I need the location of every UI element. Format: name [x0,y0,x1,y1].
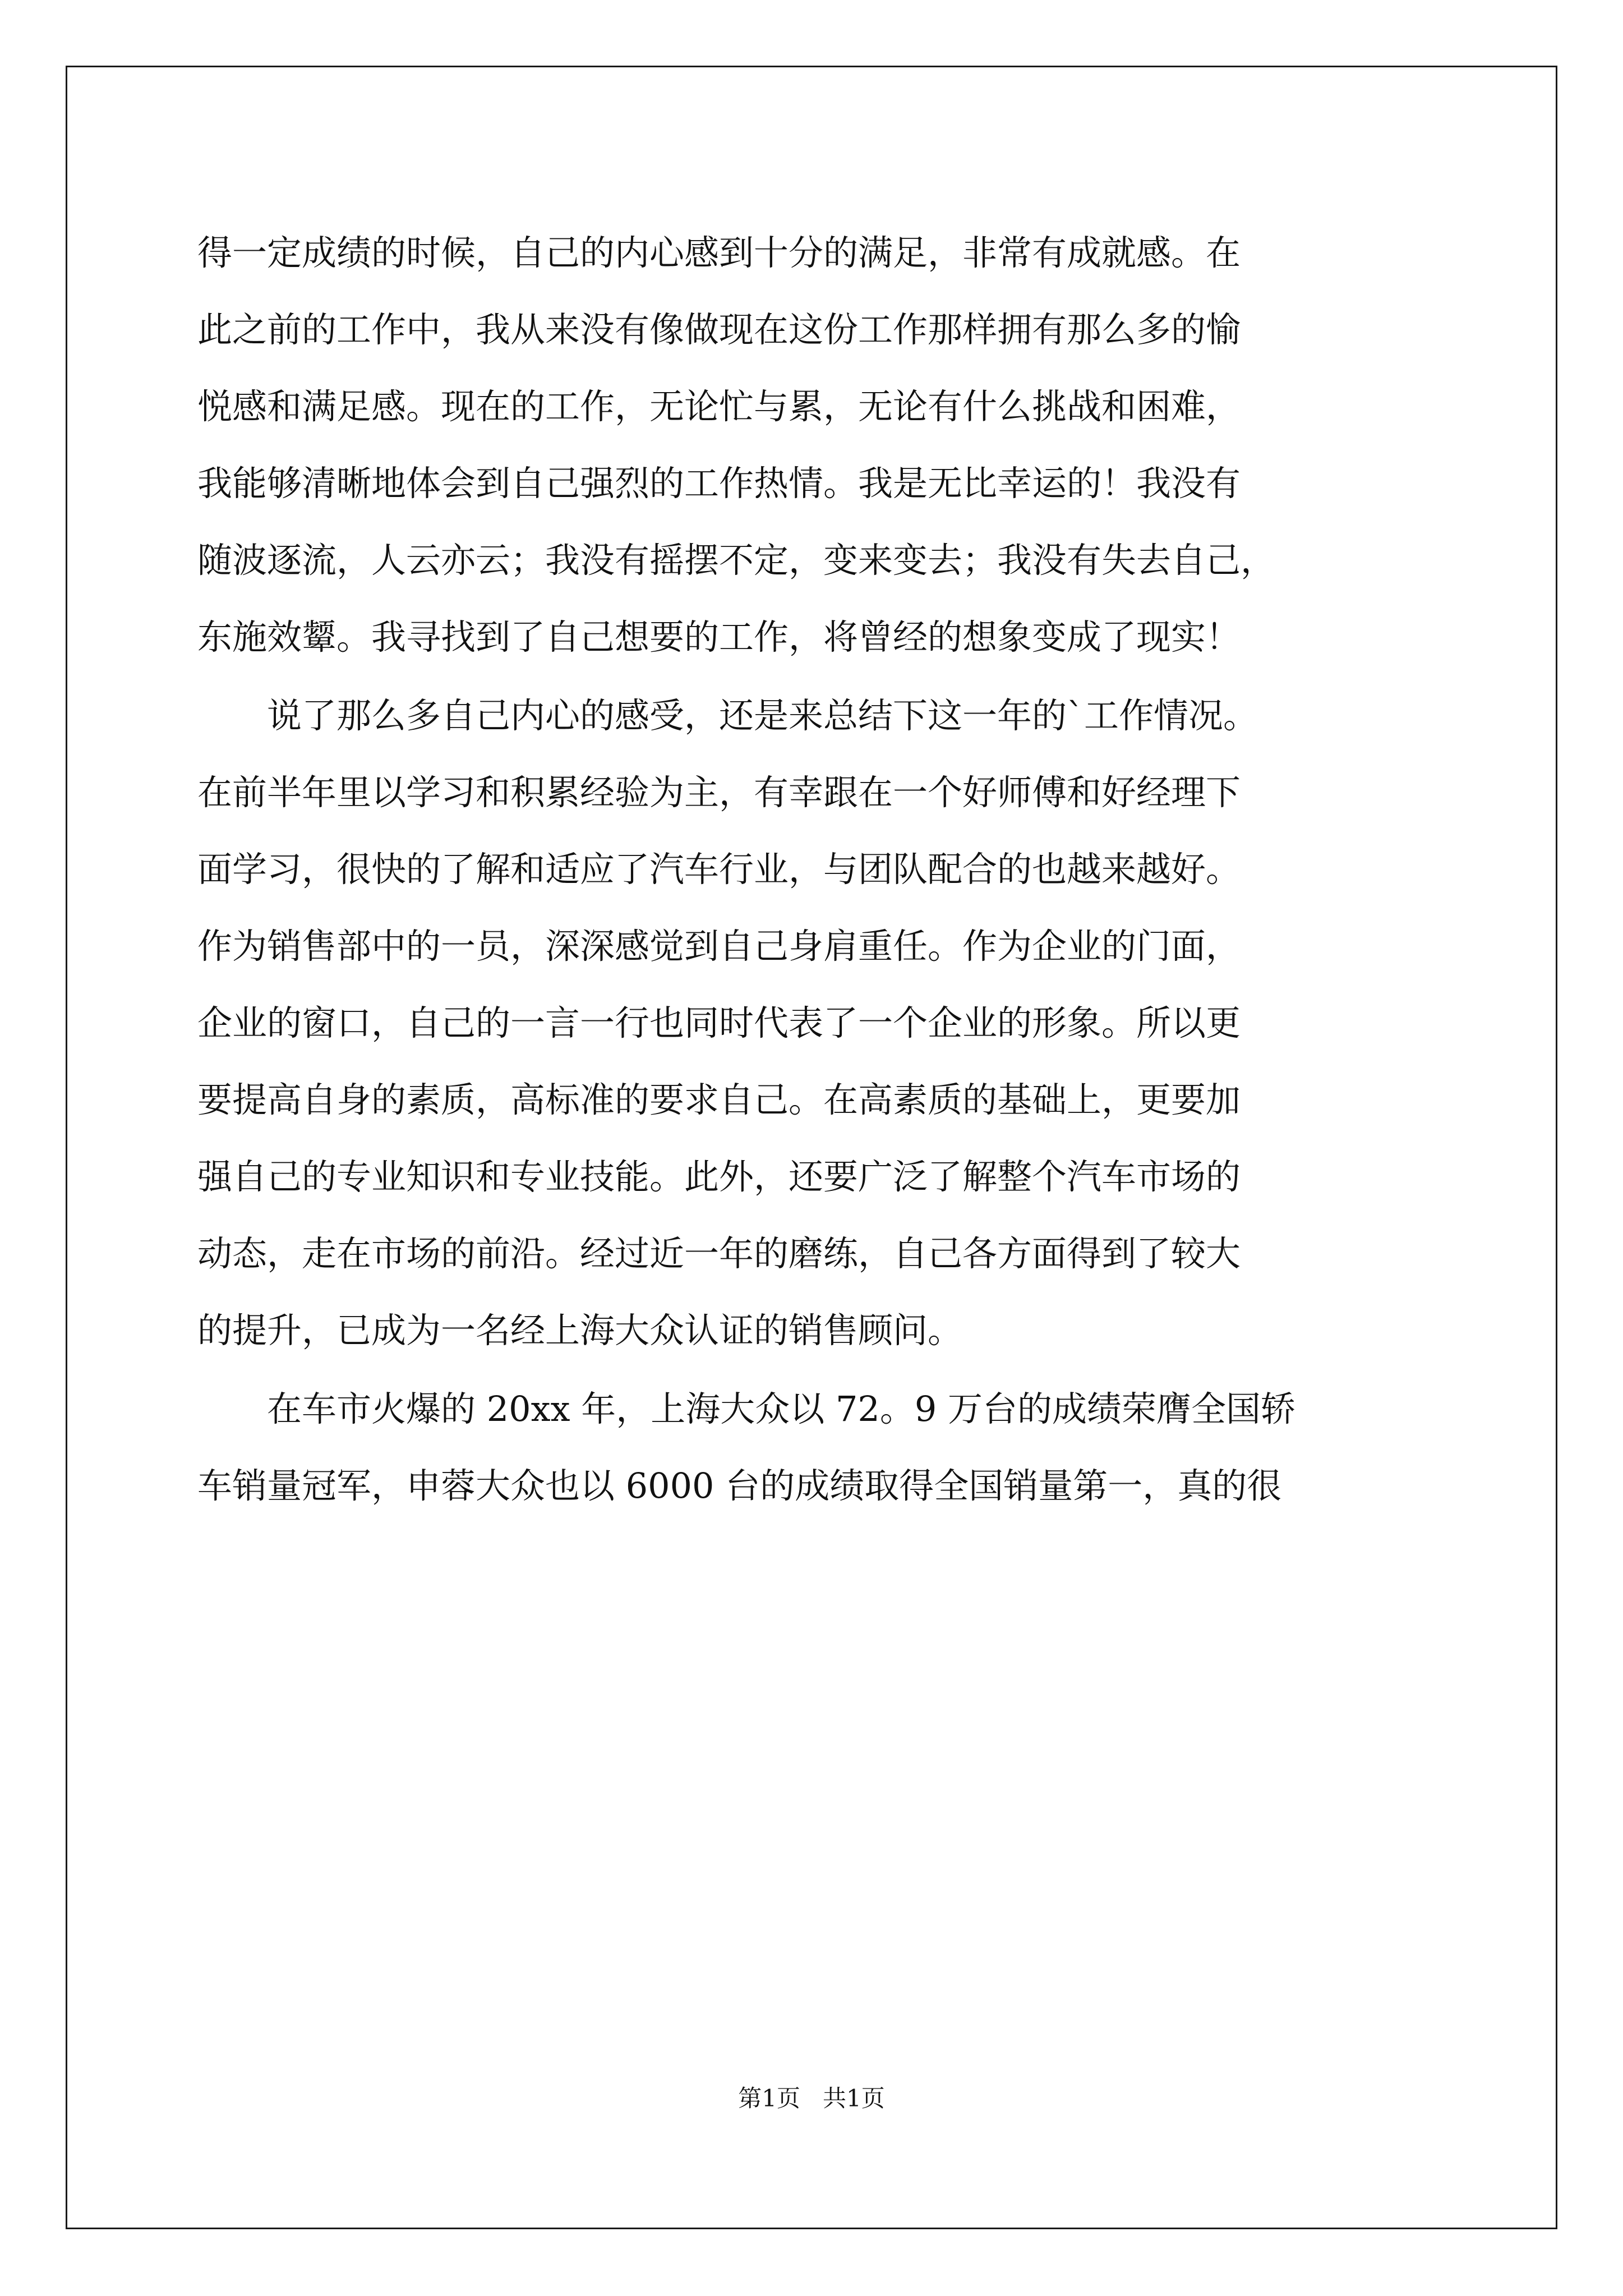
text-line: 随波逐流，人云亦云；我没有摇摆不定，变来变去；我没有失去自己， [197,540,1276,581]
text-line: 悦感和满足感。现在的工作，无论忙与累，无论有什么挑战和困难， [197,386,1241,427]
text-line: 要提高自身的素质，高标准的要求自己。在高素质的基础上，更要加 [197,1079,1241,1120]
text-line: 企业的窗口，自己的一言一行也同时代表了一个企业的形象。所以更 [197,1002,1241,1043]
text-line: 得一定成绩的时候，自己的内心感到十分的满足，非常有成就感。在 [197,232,1241,273]
paragraph-start-line: 说了那么多自己内心的感受，还是来总结下这一年的`工作情况。 [267,695,1258,736]
paragraph-start-line: 在车市火爆的 20xx 年，上海大众以 72。9 万台的成绩荣膺全国轿 [267,1388,1295,1429]
text-line: 动态，走在市场的前沿。经过近一年的磨练，自己各方面得到了较大 [197,1233,1241,1274]
text-line: 强自己的专业知识和专业技能。此外，还要广泛了解整个汽车市场的 [197,1156,1241,1197]
document-body [197,214,1431,1524]
text-line: 我能够清晰地体会到自己强烈的工作热情。我是无比幸运的！我没有 [197,463,1241,504]
text-line: 作为销售部中的一员，深深感觉到自己身肩重任。作为企业的门面， [197,926,1241,967]
text-line: 在前半年里以学习和积累经验为主，有幸跟在一个好师傅和好经理下 [197,772,1241,813]
text-line: 的提升，已成为一名经上海大众认证的销售顾问。 [197,1310,963,1351]
text-line: 此之前的工作中，我从来没有像做现在这份工作那样拥有那么多的愉 [197,309,1241,350]
text-line: 面学习，很快的了解和适应了汽车行业，与团队配合的也越来越好。 [197,849,1241,890]
text-line: 东施效颦。我寻找到了自己想要的工作，将曾经的想象变成了现实！ [197,616,1241,657]
page-number-footer: 第1页 共1页 [738,2085,885,2112]
text-line: 车销量冠军，申蓉大众也以 6000 台的成绩取得全国销量第一，真的很 [197,1465,1282,1506]
